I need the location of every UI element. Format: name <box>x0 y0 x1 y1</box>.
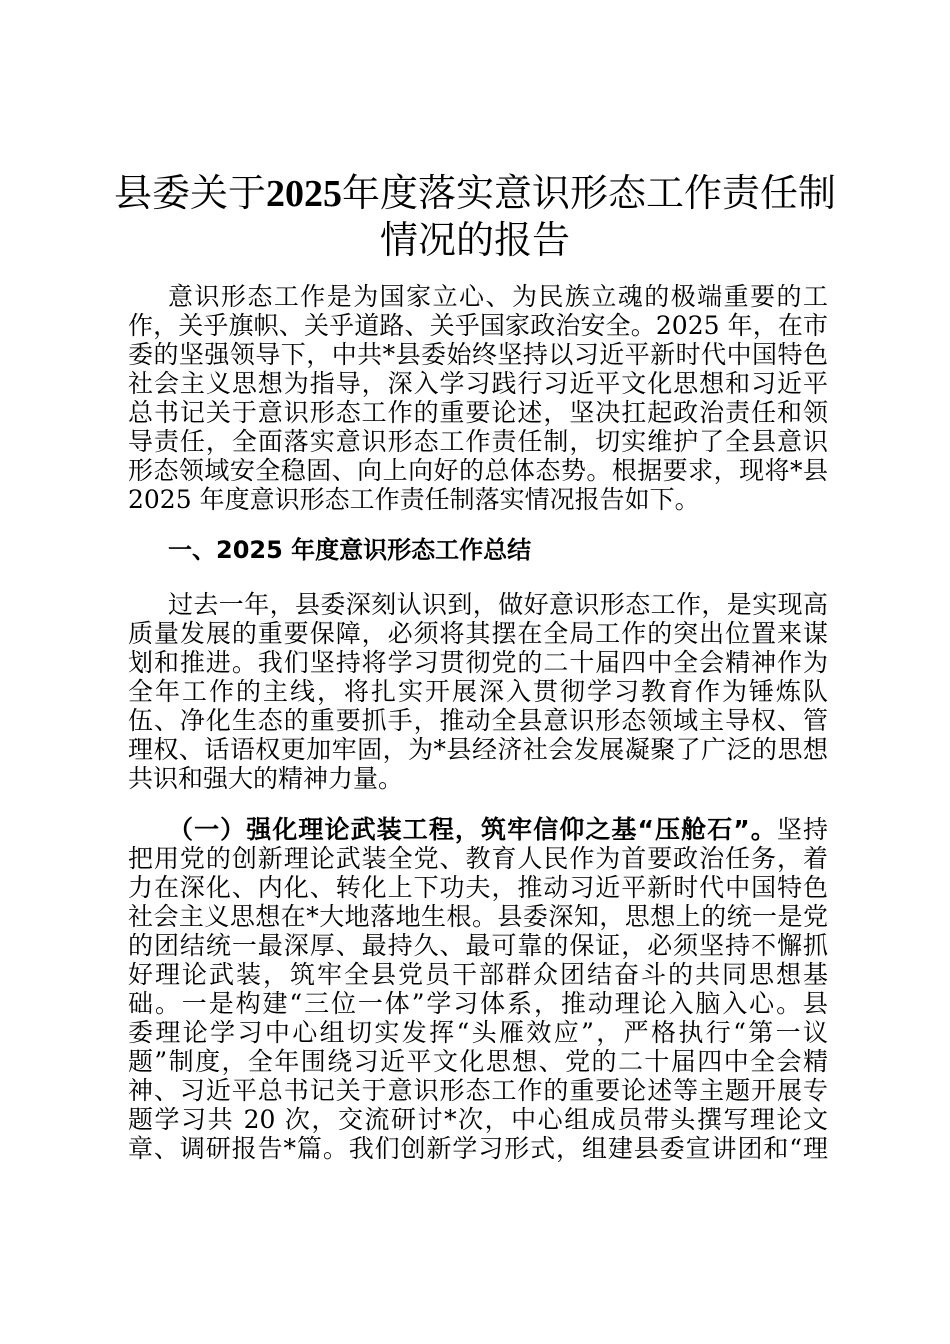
paragraph-line: 理权、话语权更加牢固，为*县经济社会发展凝聚了广泛的思想 <box>128 735 828 764</box>
paragraph-line: 总书记关于意识形态工作的重要论述，坚决扛起政治责任和领 <box>128 398 828 427</box>
paragraph-line: 社会主义思想在*大地落地生根。县委深知，思想上的统一是党 <box>128 902 828 931</box>
paragraph-line: 委理论学习中心组切实发挥“头雁效应”，严格执行“第一议 <box>128 1018 828 1047</box>
paragraph-line: 好理论武装，筑牢全县党员干部群众团结奋斗的共同思想基 <box>128 960 828 989</box>
paragraph-line: 题”制度，全年围绕习近平文化思想、党的二十届四中全会精 <box>128 1047 828 1076</box>
paragraph-line: 神、习近平总书记关于意识形态工作的重要论述等主题开展专 <box>128 1076 828 1105</box>
document-title-line-1 <box>100 170 850 217</box>
subsection-heading: （一）强化理论武装工程，筑牢信仰之基“压舱石”。 <box>168 815 777 844</box>
paragraph-line: 章、调研报告*篇。我们创新学习形式，组建县委宣讲团和“理 <box>128 1134 828 1163</box>
paragraph-line: 把用党的创新理论武装全党、教育人民作为首要政治任务，着 <box>128 844 828 873</box>
paragraph-line: 全年工作的主线，将扎实开展深入贯彻学习教育作为锤炼队 <box>128 677 828 706</box>
paragraph-line: 委的坚强领导下，中共*县委始终坚持以习近平新时代中国特色 <box>128 340 828 369</box>
paragraph-line: 划和推进。我们坚持将学习贯彻党的二十届四中全会精神作为 <box>128 648 828 677</box>
paragraph-line: 质量发展的重要保障，必须将其摆在全局工作的突出位置来谋 <box>128 619 828 648</box>
paragraph-line: 力在深化、内化、转化上下功夫，推动习近平新时代中国特色 <box>128 873 828 902</box>
paragraph-line: 题学习共 20 次，交流研讨*次，中心组成员带头撰写理论文 <box>128 1105 828 1134</box>
paragraph-line: 意识形态工作是为国家立心、为民族立魂的极端重要的工 <box>168 282 828 311</box>
paragraph-line: 共识和强大的精神力量。 <box>128 764 404 793</box>
document-title-line-2: 情况的报告 <box>379 218 570 262</box>
paragraph-line: 础。一是构建“三位一体”学习体系，推动理论入脑入心。县 <box>128 989 828 1018</box>
paragraph-line: 作，关乎旗帜、关乎道路、关乎国家政治安全。2025 年，在市 <box>128 311 828 340</box>
paragraph-text: 坚持 <box>776 815 828 844</box>
title-text: 县委关于 <box>113 171 266 215</box>
paragraph-line: 2025 年度意识形态工作责任制落实情况报告如下。 <box>128 485 700 514</box>
paragraph-line: 形态领域安全稳固、向上向好的总体态势。根据要求，现将*县 <box>128 456 828 485</box>
section-heading: 一、2025 年度意识形态工作总结 <box>168 536 532 564</box>
title-text: 年度落实意识形态工作责任制 <box>342 171 837 215</box>
title-year: 2025 <box>266 173 342 215</box>
paragraph-line: 社会主义思想为指导，深入学习践行习近平文化思想和习近平 <box>128 369 828 398</box>
paragraph-line: 伍、净化生态的重要抓手，推动全县意识形态领域主导权、管 <box>128 706 828 735</box>
paragraph-line: 过去一年，县委深刻认识到，做好意识形态工作，是实现高 <box>168 590 828 619</box>
paragraph-line <box>168 815 828 845</box>
paragraph-line: 导责任，全面落实意识形态工作责任制，切实维护了全县意识 <box>128 427 828 456</box>
paragraph-line: 的团结统一最深厚、最持久、最可靠的保证，必须坚持不懈抓 <box>128 931 828 960</box>
